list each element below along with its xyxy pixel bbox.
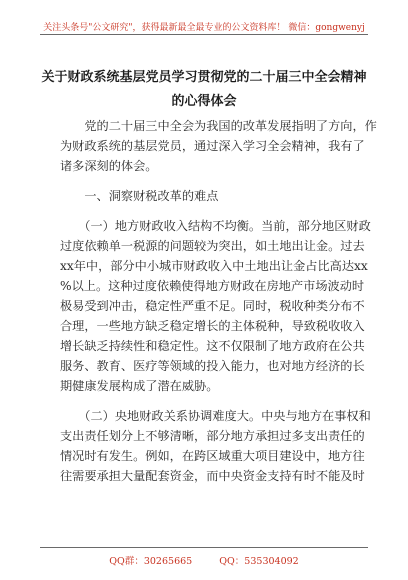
paragraph-revenue xyxy=(60,216,371,396)
page-footer xyxy=(40,553,368,567)
text-line: （二）央地财政关系协调难度大。中央与地方在事权和 xyxy=(60,409,371,423)
text-line: 极易受到冲击，稳定性严重不足。同时，税收种类分布不 xyxy=(60,299,365,313)
text-line: %以上。这种过度依赖使得地方财政在房地产市场波动时 xyxy=(60,279,365,293)
text-line: 期健康发展构成了潜在威胁。 xyxy=(60,379,219,393)
text-line: 为财政系统的基层党员，通过深入学习全会精神，我有了 xyxy=(60,139,365,153)
header-divider xyxy=(40,34,368,35)
paragraph-central-local xyxy=(60,406,371,486)
paragraph-intro xyxy=(60,116,377,176)
page-header-note: 关注头条号"公文研究"，获得最新最全最专业的公文资料库！ 微信：gongwenyj xyxy=(43,23,365,33)
text-line: 支出责任划分上不够清晰，部分地方承担过多支出责任的 xyxy=(60,429,365,443)
text-line: 往需要承担大量配套资金，而中央资金支持有时不能及时 xyxy=(60,469,365,483)
text-line: 过度依赖单一税源的问题较为突出，如土地出让金。过去 xyxy=(60,239,365,253)
text-line: （一）地方财政收入结构不均衡。当前，部分地区财政 xyxy=(60,219,371,233)
text-line: 合理，一些地方缺乏稳定增长的主体税种，导致税收收入 xyxy=(60,319,365,333)
section-heading xyxy=(60,186,356,206)
footer-divider xyxy=(40,547,368,548)
qq-group-number: QQ群：30265665 xyxy=(109,556,193,567)
qq-number: QQ：535304092 xyxy=(219,556,299,567)
text-line: xx年中，部分中小城市财政收入中土地出让金占比高达xx xyxy=(60,259,368,273)
text-line: 诸多深刻的体会。 xyxy=(60,159,158,173)
title-line: 关于财政系统基层党员学习贯彻党的二十届三中全会精神 xyxy=(41,70,367,85)
text-line: 情况时有发生。例如，在跨区域重大项目建设中，地方往 xyxy=(60,449,365,463)
document-title xyxy=(40,66,368,114)
text-line: 增长缺乏持续性和稳定性。这不仅限制了地方政府在公共 xyxy=(60,339,365,353)
text-line: 党的二十届三中全会为我国的改革发展指明了方向，作 xyxy=(60,119,377,133)
text-line: 服务、教育、医疗等领域的投入能力，也对地方经济的长 xyxy=(60,359,365,373)
title-line: 的心得体会 xyxy=(171,94,237,109)
heading-line: 一、洞察财税改革的难点 xyxy=(60,189,219,203)
document-body xyxy=(60,116,377,486)
